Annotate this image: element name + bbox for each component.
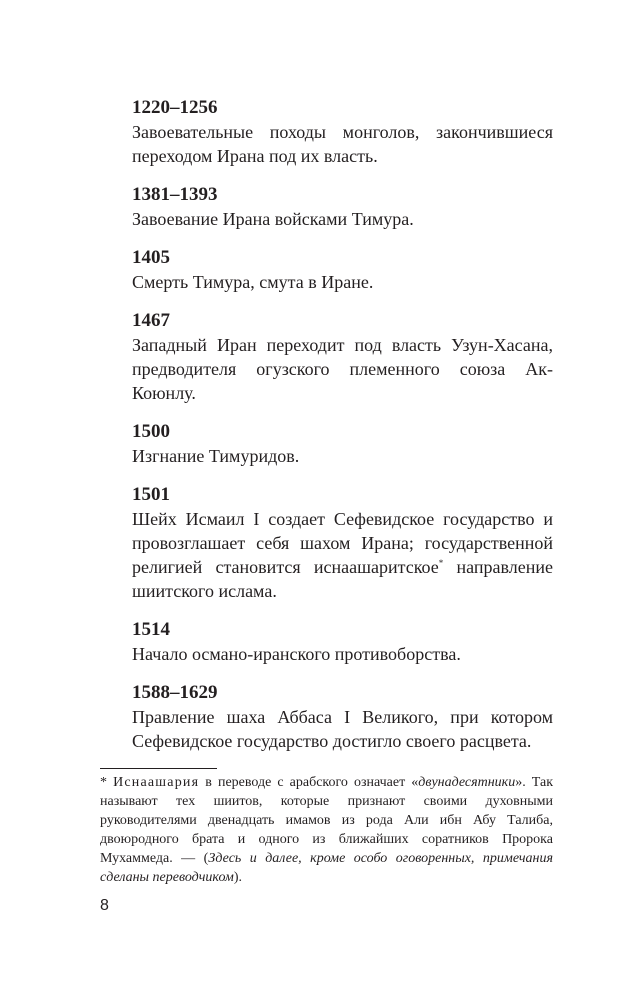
- footnote-translator-note: Здесь и далее, кроме особо оговоренных, примечания сделаны переводчиком: [100, 851, 553, 885]
- footnote-text: в переводе с арабского означает «: [199, 775, 419, 790]
- footnote-text: ).: [233, 870, 243, 885]
- chronology-entry: [132, 246, 553, 294]
- entry-description: Изгнание Тимуридов.: [132, 446, 300, 466]
- entry-description: Западный Иран переходит под власть Узун-Хасана, предводителя огузского племенного союза Ак-Коюнлу.: [132, 335, 553, 403]
- chronology-entry: [132, 183, 553, 231]
- footnote: [100, 773, 553, 887]
- entry-description: Завоевание Ирана войсками Тимура.: [132, 209, 414, 229]
- footnote-marker: *: [100, 775, 107, 790]
- chronology-entry: [132, 309, 553, 405]
- footnote-text: ». Так называют тех шиитов, которые признают своими духовными руководителями двенадцать имамов из рода Али ибн Абу Талиба, двоюродного брата и одного из ближайших соратников Пророка Мухаммеда. — (: [100, 775, 553, 866]
- footnote-term: Иснаашария: [113, 775, 200, 790]
- entry-description: [132, 507, 553, 603]
- chronology-entry: [132, 420, 553, 468]
- entry-description: Правление шаха Аббаса I Великого, при котором Сефевидское государство достигло своего расцвета.: [132, 707, 553, 751]
- footnote-reference: *: [438, 558, 444, 568]
- chronology-entry: [132, 483, 553, 603]
- entry-year: 1467: [132, 310, 170, 331]
- chronology-entry: [132, 96, 553, 168]
- entry-description: Начало османо-иранского противоборства.: [132, 644, 461, 664]
- entry-year: 1514: [132, 619, 170, 640]
- entry-year: 1220–1256: [132, 97, 218, 118]
- entry-year: 1588–1629: [132, 682, 218, 703]
- entry-year: 1501: [132, 484, 170, 505]
- entry-year: 1500: [132, 421, 170, 442]
- chronology-list: [132, 96, 553, 768]
- entry-year: 1381–1393: [132, 184, 218, 205]
- chronology-entry: [132, 681, 553, 753]
- entry-year: 1405: [132, 247, 170, 268]
- entry-description: Завоевательные походы монголов, закончившиеся переходом Ирана под их власть.: [132, 122, 553, 166]
- entry-text: Шейх Исмаил I создает Сефевидское государство и провозглашает себя шахом Ирана; государственной религией становится иснаашаритское: [132, 509, 553, 577]
- entry-description: Смерть Тимура, смута в Иране.: [132, 272, 374, 292]
- page-number: 8: [100, 897, 109, 914]
- entry-text: направление шиитского ислама.: [132, 557, 553, 601]
- footnote-divider: [100, 768, 217, 769]
- chronology-entry: [132, 618, 553, 666]
- footnote-gloss: двунадесятники: [418, 775, 516, 790]
